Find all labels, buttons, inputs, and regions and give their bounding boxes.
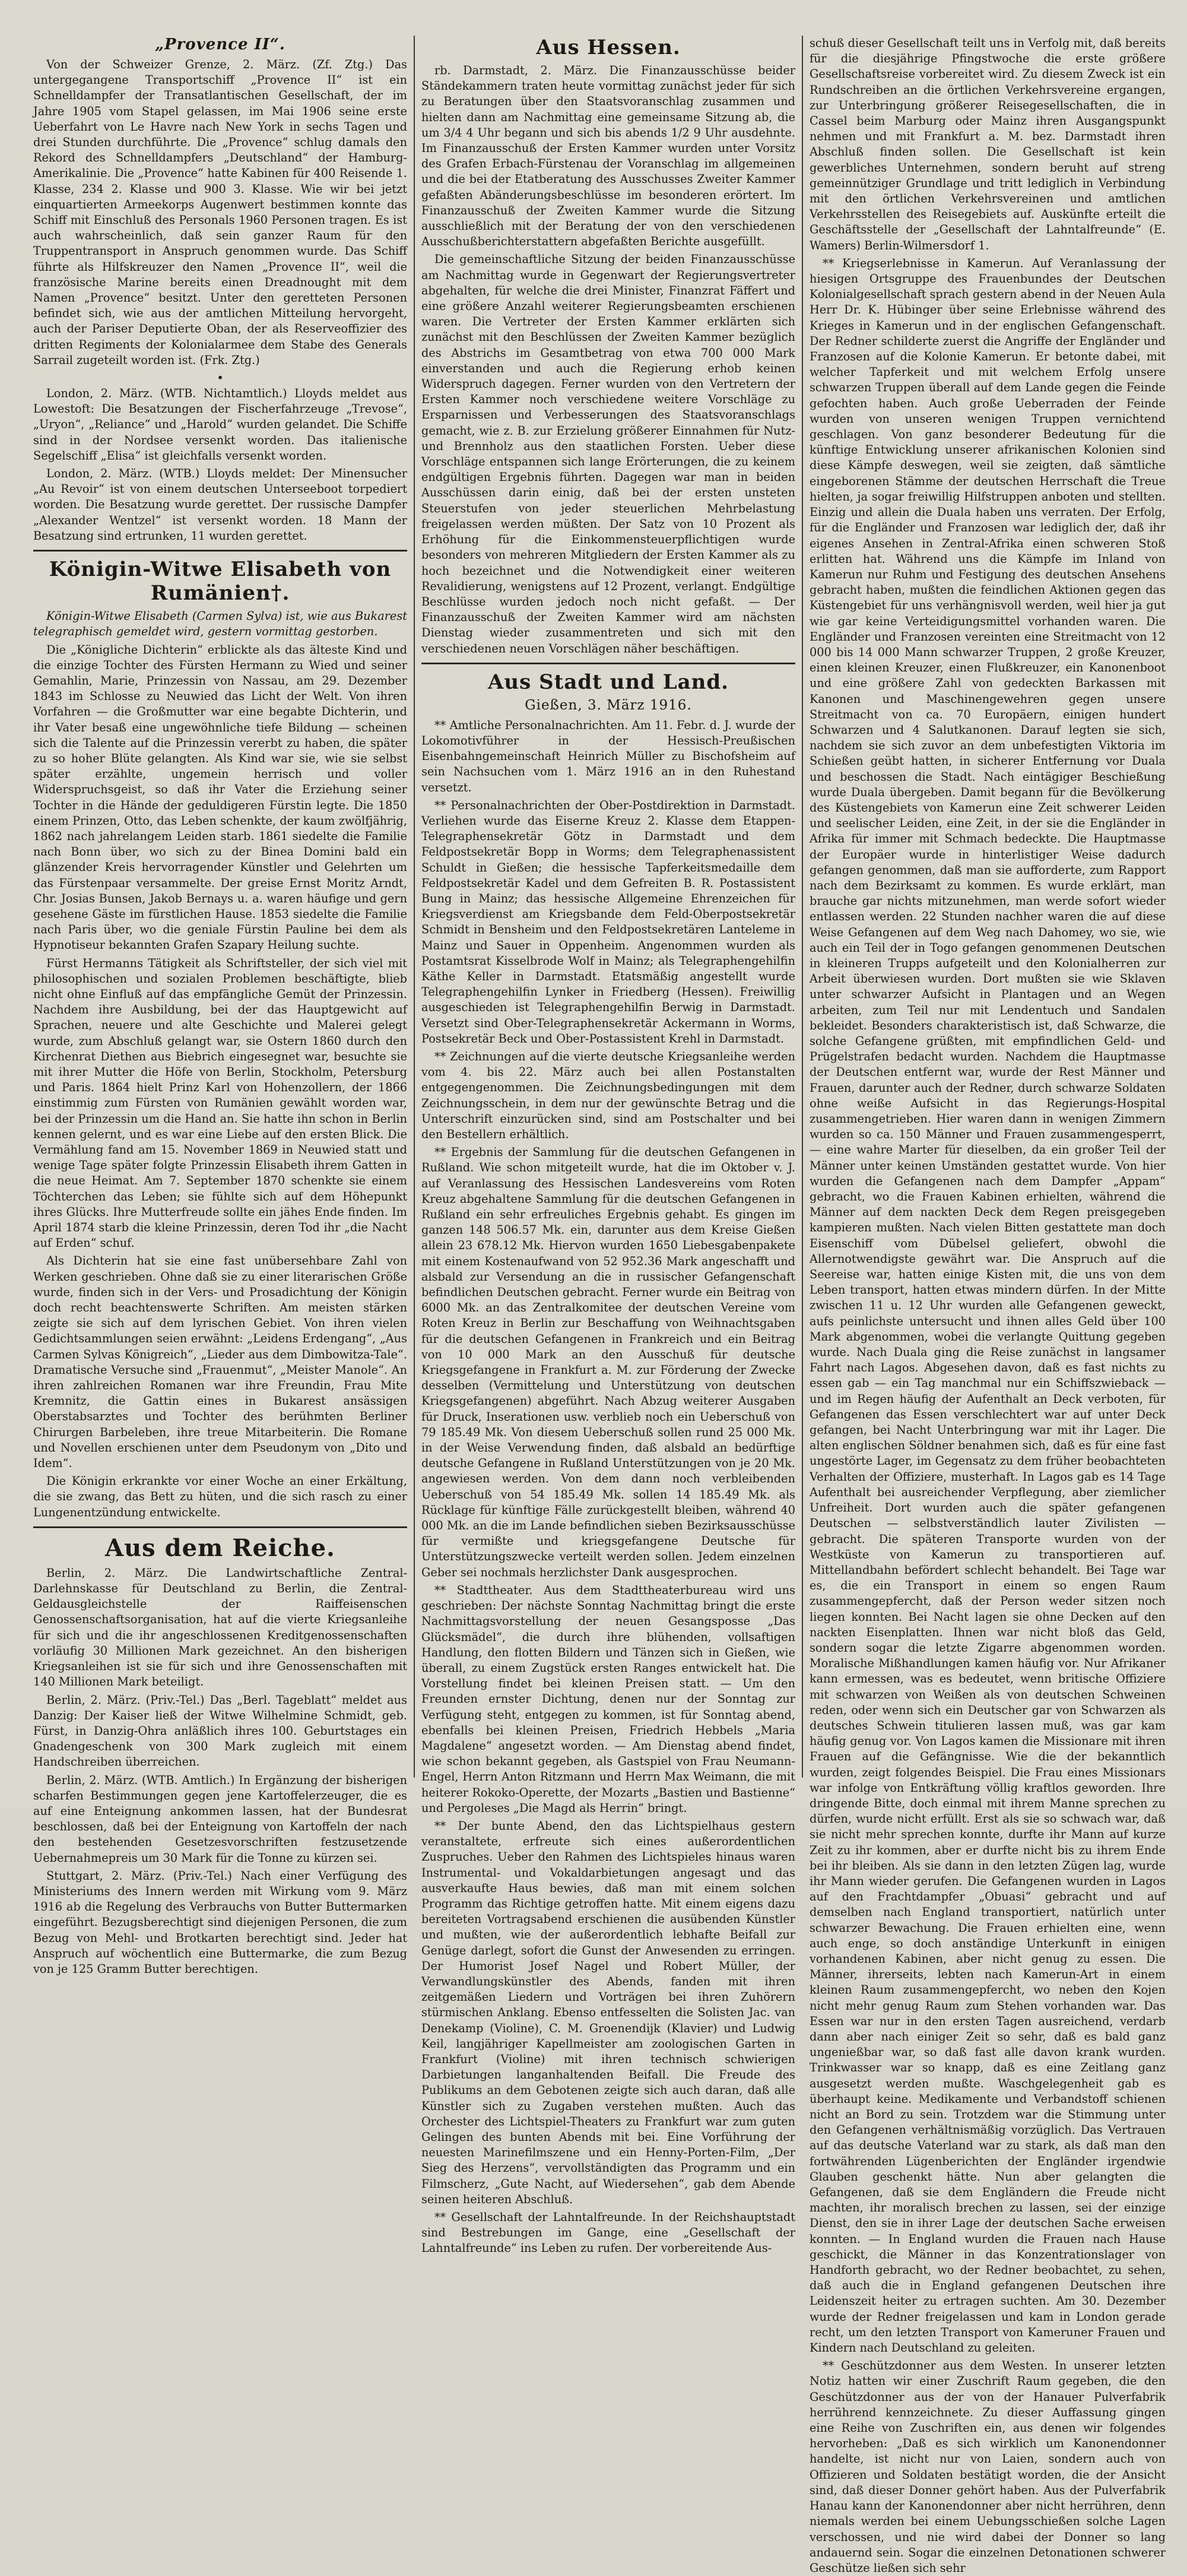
heading-hessen: Aus Hessen. [536, 36, 681, 59]
dateline: Gießen, 3. März 1916. [525, 697, 692, 713]
article-provence: Von der Schweizer Grenze, 2. März. (Zf. Ztg.) Das untergegangene Transportschiff „Provence II“ ist ein Schnelldampfer der Transatlantischen Gesellschaft, der im Jahre 1905 vom Stapel gelassen, im Mai 1906 seine erste Ueberfahrt von Le Havre nach New York in sechs Tagen und drei Stunden durchführte. Die „Provence“ schlug damals den Rekord des Schnelldampfers „Deutschland“ der Hamburg-Amerikalinie. Die „Provence“ hatte Kabinen für 400 Reisende 1. Klasse, 234 2. Klasse und 900 3. Klasse. Wie wir bei jetzt einquartierten Armeekorps Augenwert bestimmen konnte das Schiff mit Einschluß des Personals 1960 Personen tragen. Es ist auch wahrscheinlich, daß sein ganzer Raum für den Truppentransport in Anspruch genommen wurde. Das Schiff führte als Hilfskreuzer den Namen „Provence II“, weil die französische Marine bereits einen Dreadnought mit dem Namen „Provence“ besitzt. Unter den geretteten Personen befindet sich, wie aus der amtlichen Mitteilung hervorgeht, auch der Pariser Deputierte Oban, der als Reserveoffizier des dritten Regiments der Kolonialarmee dem Stabe des Generals Sarrail zugeteilt worden ist. (Frk. Ztg.) [33, 58, 407, 367]
article-london-1: London, 2. März. (WTB. Nichtamtlich.) Lloyds meldet aus Lowestoft: Die Besatzungen der Fischerfahrzeuge „Trevose“, „Uryon“, „Reliance“ und „Harold“ wurden gelandet. Die Schiffe sind in der Nordsee versenkt worden. Das italienische Segelschiff „Elisa“ ist gleichfalls versenkt worden. [33, 386, 407, 462]
stadt-paragraph: ** Amtliche Personalnachrichten. Am 11. Febr. d. J. wurde der Lokomotivführer in der Hessisch-Preußischen Eisenbahngemeinschaft Heinrich Müller zu Bischofsheim auf sein Nachsuchen vom 1. März 1916 an in den Ruhestand versetzt. [421, 718, 795, 794]
divider [33, 1526, 407, 1528]
heading-provence: „Provence II“. [155, 36, 285, 53]
heading-stadt: Aus Stadt und Land. [488, 670, 729, 694]
stadt-paragraph: ** Personalnachrichten der Ober-Postdirektion in Darmstadt. Verliehen wurde das Eiserne Kreuz 2. Klasse dem Etappen-Telegraphensekretär Götz in Darmstadt und dem Feldpostsekretär Bopp in Worms; dem Telegraphenassistent Schuldt in Gießen; die hessische Tapferkeitsmedaille dem Feldpostsekretär Kadel und dem Gefreiten B. R. Postassistent Bung in Mainz; das hessische Allgemeine Ehrenzeichen für Kriegsverdienst am Kriegsbande dem Feld-Oberpostsekretär Schmidt in Bensheim und den Feldpostsekretären Lanteleme in Mainz und Sauer in Oppenheim. Angenommen wurden als Postamtsrat Kisselbrode Wolf in Mainz; als Telegraphengehilfin Käthe Keller in Darmstadt. Etatsmäßig angestellt wurde Telegraphengehilfin Lynker in Friedberg (Hessen). Freiwillig ausgeschieden ist Telegraphengehilfin Berwig in Darmstadt. Versetzt sind Ober-Telegraphensekretär Ackermann in Worms, Postsekretär Beck und Ober-Postassistent Krehl in Darmstadt. [421, 798, 795, 1045]
queen-paragraph: Die Königin erkrankte vor einer Woche an einer Erkältung, die sie zwang, das Bett zu hüten, und die sich rasch zu einer Lungenentzündung entwickelte. [33, 1474, 407, 1519]
hessen-paragraph: Die gemeinschaftliche Sitzung der beiden Finanzausschüsse am Nachmittag wurde in Gegenwart der Regierungsvertreter abgehalten, für welche die drei Minister, Finanzrat Fäffert und eine größere Anzahl weiterer Regierungsbeamten erschienen waren. Die Vertreter der Ersten Kammer erklärten sich zunächst mit den Beschlüssen der Zweiten Kammer bezüglich des Abstrichs im Gesamtbetrag von etwa 700 000 Mark einverstanden und auch die Regierung erhob keinen Widerspruch dagegen. Ferner wurden von den Vertretern der Ersten Kammer noch verschiedene weitere Vorschläge zu Ersparnissen und Verbesserungen des Staatsvoranschlags gemacht, wie z. B. zur Erzielung größerer Einnahmen für Nutz- und Brennholz aus den staatlichen Forsten. Ueber diese Vorschläge entspannen sich lange Erörterungen, die zu keinem endgültigen Ergebnis führten. Dagegen war man in beiden Ausschüssen darin einig, daß bei der ersten unsteten Steuerstufen von jeder steuerlichen Mehrbelastung freigelassen werden müßten. Der Satz von 10 Prozent als Erhöhung für die Einkommensteuerpflichtigen wurde besonders von mehreren Mitgliedern der Ersten Kammer als zu hoch bezeichnet und die Notwendigkeit einer weiteren Revalidierung, wenigstens auf 12 Prozent, verlangt. Endgültige Beschlüsse wurden jedoch noch nicht gefaßt. — Der Finanzausschuß der Zweiten Kammer wird am nächsten Dienstag wieder zusammentreten und sich mit den verschiedenen neuen Vorschlägen näher beschäftigen. [421, 252, 795, 655]
hessen-paragraph: rb. Darmstadt, 2. März. Die Finanzausschüsse beider Ständekammern traten heute vormittag zunächst jeder für sich zu Beratungen über den Staatsvoranschlag zusammen und hielten dann am Nachmittag eine gemeinsame Sitzung ab, die um 3/4 4 Uhr begann und sich bis abends 1/2 9 Uhr ausdehnte. Im Finanzausschuß der Ersten Kammer wurden unter Vorsitz des Grafen Erbach-Fürstenau der Voranschlag im allgemeinen und die bei der Etatberatung des Ausschusses Zweiter Kammer gefaßten Abänderungsbeschlüsse im besonderen erörtert. Im Finanzausschuß der Zweiten Kammer wurde die Sitzung ausschließlich mit der Beratung der von den verschiedenen Ausschußberichterstattern abgefaßten Berichte ausgefüllt. [421, 64, 795, 249]
heading-queen: Königin-Witwe Elisabeth von Rumänien†. [49, 557, 392, 606]
column-rule [414, 36, 415, 1777]
separator-dot: • [217, 370, 224, 385]
column-middle [421, 36, 795, 2255]
reich-paragraph: Berlin, 2. März. Die Landwirtschaftliche Zentral-Darlehnskasse für Deutschland zu Berlin, die Zentral-Geldausgleichstelle der Raiffeisenschen Genossenschaftsorganisation, hat auf die vierte Kriegsanleihe für sich und die ihr angeschlossenen Kreditgenossenschaften vorläufig 30 Millionen Mark gezeichnet. An den bisherigen Kriegsanleihen ist sie für sich und ihre Genossenschaften mit 140 Millionen Mark beteiligt. [33, 1566, 407, 1689]
lahntal-continuation: schuß dieser Gesellschaft teilt uns in Verfolg mit, daß bereits für die diesjährige Pfingstwoche die erste größere Gesellschaftsreise vorbereitet wird. Zu diesem Zweck ist ein Rundschreiben an die örtlichen Verkehrsvereine ergangen, zur Unterbringung größerer Reisegesellschaften, die in Cassel beim Marburg oder Mainz ihren Ausgangspunkt nehmen und mit Frankfurt a. M. bez. Darmstadt ihren Abschluß finden sollen. Die Gesellschaft ist kein gewerbliches Unternehmen, sondern beruht auf streng gemeinnütziger Grundlage und tritt lediglich in Verbindung mit den örtlichen Verkehrsvereinen und amtlichen Verkehrsstellen des Reisegebiets auf. Auskünfte erteilt die Geschäftsstelle der „Gesellschaft der Lahntalfreunde“ (E. Wamers) Berlin-Wilmersdorf 1. [810, 36, 1166, 252]
stadt-paragraph: ** Ergebnis der Sammlung für die deutschen Gefangenen in Rußland. Wie schon mitgeteilt wurde, hat die im Oktober v. J. auf Veranlassung des Hessischen Landesvereins vom Roten Kreuz abgehaltene Sammlung für die deutschen Gefangenen in Rußland ein sehr erfreuliches Ergebnis gehabt. Es gingen im ganzen 148 506.57 Mk. ein, darunter aus dem Kreise Gießen allein 23 678.12 Mk. Hiervon wurden 1650 Liebesgabenpakete mit einem Kostenaufwand von 52 952.36 Mark angeschafft und alsbald zur Versendung an die in russischer Gefangenschaft befindlichen Deutschen gebracht. Ferner wurde ein Beitrag von 6000 Mk. an das Zentralkomitee der deutschen Vereine vom Roten Kreuz in Berlin zur Beschaffung von Weihnachtsgaben für die deutschen Gefangenen in Frankreich und ein Beitrag von 10 000 Mark an den Ausschuß für deutsche Kriegsgefangene in Frankfurt a. M. zur Förderung der Zwecke desselben (Vermittelung und Unterstützung von deutschen Kriegsgefangenen) abgeführt. Nach Abzug weiterer Ausgaben für Druck, Inserationen usw. verblieb noch ein Ueberschuß von 79 185.49 Mk. Von diesem Ueberschuß sollen rund 25 000 Mk. in der Weise Verwendung finden, daß alsbald an bedürftige deutsche Gefangene in Rußland Unterstützungen von je 20 Mk. angewiesen werden. Von dem dann noch verbleibenden Ueberschuß von 54 185.49 Mk. sollen 14 185.49 Mk. als Rücklage für künftige Fälle zurückgestellt bleiben, während 40 000 Mk. an die im Lande befindlichen sieben Bezirksausschüsse für vermißte und kriegsgefangene Deutsche für Unterstützungszwecke verteilt werden sollen. Jedem einzelnen Geber sei nochmals herzlichster Dank ausgesprochen. [421, 1145, 795, 1579]
geschuetz-article: ** Geschützdonner aus dem Westen. In unserer letzten Notiz hatten wir einer Zuschrift Raum gegeben, die den Geschützdonner aus der von der Hanauer Pulverfabrik herrührend kennzeichnete. Zu dieser Auffassung gingen eine Reihe von Zuschriften ein, aus denen wir folgendes hervorheben: „Daß es sich wirklich um Kanonendonner handelte, ist nicht nur von Laien, sondern auch von Offizieren und Soldaten bestätigt worden, die der Ansicht sind, daß dieser Donner gehört haben. Aus der Pulverfabrik Hanau kann der Kanonendonner aber nicht herrühren, denn niemals werden bei einem Uebungsschießen solche Lagen verschossen, und nie wird dabei der Donner so lang andauernd sein. Sogar die einzelnen Detonationen schwerer Geschütze ließen sich sehr [810, 2359, 1166, 2575]
queen-paragraph: Die „Königliche Dichterin“ erblickte als das älteste Kind und die einzige Tochter des Fürsten Hermann zu Wied und seiner Gemahlin, Marie, Prinzessin von Nassau, am 29. Dezember 1843 im Schlosse zu Neuwied das Licht der Welt. Von ihren Vorfahren — die Großmutter war eine begabte Dichterin, und ihr Vater besaß eine ungewöhnliche tiefe Bildung — scheinen sich die Talente auf die Prinzessin vererbt zu haben, die später zu so hoher Blüte gelangten. Als Kind war sie, wie sie selbst später erzählte, ungemein herrisch und voller Widerspruchsgeist, so daß ihr Vater die Erziehung seiner Tochter in die Hände der geduldigeren Fürstin legte. Die 1850 einem Prinzen, Otto, das Leben schenkte, der kaum zwölfjährig, 1862 nach jahrelangem Leiden starb. 1861 siedelte die Familie nach Bonn über, wo sich zu der Binea Domini bald ein glänzender Kreis hervorragender Künstler und Gelehrten um das Fürstenpaar versammelte. Der greise Ernst Moritz Arndt, Chr. Josias Bunsen, Jakob Bernays u. a. waren häufige und gern gesehene Gäste im fürstlichen Hause. 1853 siedelte die Familie nach Paris über, wo die geniale Fürstin Pauline bei dem als Hypnotiseur bekannten Grafen Szapary Heilung suchte. [33, 642, 407, 952]
column-right [810, 36, 1166, 2575]
stadt-paragraph: ** Stadttheater. Aus dem Stadttheaterbureau wird uns geschrieben: Der nächste Sonntag Nachmittag bringt die erste Nachmittagsvorstellung der neuen Gesangsposse „Das Glücksmädel“, die durch ihre blühenden, vollsaftigen Handlung, den flotten Bildern und Tänzen sich in Gießen, wie überall, zu einem Zugstück ersten Ranges entwickelt hat. Die Vorstellung findet bei kleinen Preisen statt. — Um den Freunden ernster Dichtung, denen nur der Sonntag zur Verfügung steht, entgegen zu kommen, ist für Sonntag abend, ebenfalls bei kleinen Preisen, Friedrich Hebbels „Maria Magdalene“ angesetzt worden. — Am Dienstag abend findet, wie schon bekannt gegeben, als Gastspiel von Frau Neumann-Engel, Herrn Anton Ritzmann und Herrn Max Weimann, die mit heiterer Rokoko-Operette, der Mozarts „Bastien und Bastienne“ und Pergoleses „Die Magd als Herrin“ bringt. [421, 1583, 795, 1815]
divider [33, 550, 407, 552]
column-rule [802, 36, 803, 1777]
article-london-2: London, 2. März. (WTB.) Lloyds meldet: Der Minensucher „Au Revoir“ ist von einem deutschen Unterseeboot torpediert worden. Die Besatzung wurde gerettet. Der russische Dampfer „Alexander Wentzel“ ist versenkt worden. 18 Mann der Besatzung sind ertrunken, 11 wurden gerettet. [33, 467, 407, 543]
queen-lead: Königin-Witwe Elisabeth (Carmen Sylva) ist, wie aus Bukarest telegraphisch gemeldet wird, gestern vormittag gestorben. [33, 609, 407, 639]
stadt-paragraph: ** Gesellschaft der Lahntalfreunde. In der Reichshauptstadt sind Bestrebungen im Gange, eine „Gesellschaft der Lahntalfreunde“ ins Leben zu rufen. Der vorbereitende Aus- [421, 2210, 795, 2255]
reich-paragraph: Berlin, 2. März. (WTB. Amtlich.) In Ergänzung der bisherigen scharfen Bestimmungen gegen jene Kartoffelerzeuger, die es auf eine Enteignung ankommen lassen, hat der Bundesrat beschlossen, daß bei der Enteignung von Kartoffeln der nach den bestehenden Gesetzesvorschriften festzusetzende Uebernahmepreis um 30 Mark für die Tonne zu kürzen sei. [33, 1773, 407, 1865]
reich-paragraph: Berlin, 2. März. (Priv.-Tel.) Das „Berl. Tageblatt“ meldet aus Danzig: Der Kaiser ließ der Witwe Wilhelmine Schmidt, geb. Fürst, in Danzig-Ohra anläßlich ihres 100. Geburtstages ein Gnadengeschenk von 300 Mark zugleich mit einem Handschreiben überreichen. [33, 1693, 407, 1769]
stadt-paragraph: ** Zeichnungen auf die vierte deutsche Kriegsanleihe werden vom 4. bis 22. März auch bei allen Postanstalten entgegengenommen. Die Zeichnungsbedingungen mit dem Zeichnungsschein, in dem nur der gewünschte Betrag und die Unterschrift einzurücken sind, sind am Postschalter und bei den Bestellern erhältlich. [421, 1049, 795, 1141]
reich-paragraph: Stuttgart, 2. März. (Priv.-Tel.) Nach einer Verfügung des Ministeriums des Innern werden mit Wirkung vom 9. März 1916 ab die Regelung des Verbrauchs von Butter Buttermarken eingeführt. Bezugsberechtigt sind diejenigen Personen, die zum Bezug von Mehl- und Brotkarten berechtigt sind. Jeder hat Anspruch auf wöchentlich eine Buttermarke, die zum Bezug von je 125 Gramm Butter berechtigen. [33, 1868, 407, 1976]
queen-paragraph: Fürst Hermanns Tätigkeit als Schriftsteller, der sich viel mit philosophischen und sozialen Problemen beschäftigte, blieb nicht ohne Einfluß auf das empfängliche Gemüt der Prinzessin. Nachdem ihre Ausbildung, bei der das Hauptgewicht auf Sprachen, neuere und alte Geschichte und Malerei gelegt wurde, zum Abschluß gelangt war, sie Ostern 1860 durch den Kirchenrat Diethen aus Biebrich eingesegnet war, besuchte sie mit ihrer Mutter die Höfe von Berlin, Stockholm, Petersburg und Paris. 1864 hielt Prinz Karl von Hohenzollern, der 1866 einstimmig zum Fürsten von Rumänien gewählt worden war, bei der Prinzessin um die Hand an. Sie hatte ihn schon in Berlin kennen gelernt, und es war eine Liebe auf den ersten Blick. Die Vermählung fand am 15. November 1869 in Neuwied statt und wenige Tage später folgte Prinzessin Elisabeth ihrem Gatten in die neue Heimat. Am 7. September 1870 schenkte sie einem Töchterchen das Leben; sie fühlte sich auf dem Höhepunkt ihres Glücks. Ihre Mutterfreude sollte ein jähes Ende finden. Im April 1874 starb die kleine Prinzessin, deren Tod ihr „die Nacht auf Erden“ schuf. [33, 956, 407, 1250]
column-left [33, 36, 407, 1976]
divider [421, 663, 795, 664]
stadt-paragraph: ** Der bunte Abend, den das Lichtspielhaus gestern veranstaltete, erfreute sich eines außerordentlichen Zuspruches. Ueber den Rahmen des Lichtspieles hinaus waren Instrumental- und Vokaldarbietungen angesagt und das ausverkaufte Haus bewies, daß man mit einem solchen Programm das Richtige getroffen hatte. Mit einem eigens dazu bereiteten Vortragsabend erschienen die ausübenden Künstler und mußten, wie der außerordentlich lebhafte Beifall zur Genüge darlegt, sofort die Gunst der Anwesenden zu erringen. Der Humorist Josef Nagel und Robert Müller, der Verwandlungskünstler des Abends, fanden mit ihren zeitgemäßen Liedern und Vorträgen bei ihren Zuhörern stürmischen Anklang. Ebenso entfesselten die Solisten Jac. van Denekamp (Violine), C. M. Groenendijk (Klavier) und Ludwig Keil, langjähriger Kapellmeister am zoologischen Garten in Frankfurt (Violine) mit ihren technisch schwierigen Darbietungen langanhaltenden Beifall. Die Freude des Publikums an dem Gebotenen zeigte sich auch daran, daß alle Künstler sich zu Zugaben verstehen mußten. Auch das Orchester des Lichtspiel-Theaters zu Frankfurt war zum guten Gelingen des bunten Abends mit bei. Eine Vorführung der neuesten Marinefilmszene und ein Henny-Porten-Film, „Der Sieg des Herzens“, vervollständigten das Programm und ein Filmscherz, „Gute Nacht, auf Wiedersehen“, gab dem Abende seinen heiteren Abschluß. [421, 1818, 795, 2206]
heading-reich: Aus dem Reiche. [105, 1533, 335, 1562]
queen-paragraph: Als Dichterin hat sie eine fast unübersehbare Zahl von Werken geschrieben. Ohne daß sie zu einer literarischen Größe wurde, finden sich in der Vers- und Prosadichtung der Königin doch recht beachtenswerte Schriften. Am meisten stärken zeigte sie sich auf dem lyrischen Gebiet. Von ihren vielen Gedichtsammlungen seien erwähnt: „Leidens Erdengang“, „Aus Carmen Sylvas Königreich“, „Lieder aus dem Dimbowitza-Tale“. Dramatische Versuche sind „Frauenmut“, „Meister Manole“. An ihren zahlreichen Romanen war ihre Freundin, Frau Mite Kremnitz, die Gattin eines in Bukarest ansässigen Oberstabsarztes und Tochter des berühmten Berliner Chirurgen Barbeleben, ihre treue Mitarbeiterin. Die Romane und Novellen erschienen unter dem Pseudonym von „Dito und Idem“. [33, 1254, 407, 1471]
kamerun-article: ** Kriegserlebnisse in Kamerun. Auf Veranlassung der hiesigen Ortsgruppe des Frauenbundes der Deutschen Kolonialgesellschaft sprach gestern abend in der Neuen Aula Herr Dr. K. Hübinger über seine Erlebnisse während des Krieges in Kamerun und in der englischen Gefangenschaft. Der Redner schilderte zuerst die Angriffe der Engländer und Franzosen auf die Kolonie Kamerun. Er betonte dabei, mit welcher Tapferkeit und mit welchem Erfolg unsere schwarzen Truppen überall auf dem Lande gegen die Feinde gefochten haben. Auch große Ueberraden der Feinde wurden von unseren wenigen Truppen vernichtend geschlagen. Von ganz besonderer Bedeutung für die künftige Entwicklung unserer afrikanischen Kolonien sind diese Kämpfe deswegen, weil sie zeigten, daß sämtliche eingeborenen Stämme der deutschen Herrschaft die Treue hielten, ja sogar freiwillig Hilfstruppen anboten und stellten. Einzig und allein die Duala haben uns verraten. Der Erfolg, für die Engländer und Franzosen war lediglich der, daß ihr eigenes Ansehen in Zentral-Afrika einen schweren Stoß erlitten hat. Während uns die Kämpfe im Inland von Kamerun nur Ruhm und Festigung des deutschen Ansehens gebracht haben, mußten die feindlichen Aktionen gegen das Küstengebiet für uns verhängnisvoll werden, weil hier ja gut wie gar keine Verteidigungsmittel vorhanden waren. Die Engländer und Franzosen vereinten eine Streitmacht von 12 000 bis 14 000 Mann schwarzer Truppen, 2 große Kreuzer, einen kleinen Kreuzer, einen Flußkreuzer, ein Kanonenboot und eine größere Zahl von gedeckten Barkassen mit Kanonen und Maschinengewehren gegen unsere Streitmacht von ca. 70 Europäern, einigen hundert Schwarzen und 4 Salutkanonen. Darauf legten sie sich, nachdem sie sich zuvor an dem unbefestigten Viktoria im Schießen geübt hatten, in sicherer Entfernung vor Duala und beschossen die Stadt. Nach eintägiger Beschießung wurde Duala übergeben. Damit begann für die Bevölkerung des Küstengebiets von Kamerun eine Zeit schwerer Leiden und seelischer Leiden, eine Zeit, in der sie die Engländer in Afrika für immer mit Schmach bedeckte. Die Hauptmasse der Europäer wurde in hinterlistiger Weise dadurch gefangen genommen, daß man sie aufforderte, zum Rapport nach dem Bezirksamt zu kommen. Es wurde erklärt, man brauche gar nichts mitzunehmen, man werde sofort wieder entlassen werden. 22 Stunden nachher waren die auf diese Weise Gefangenen auf dem Weg nach Dahomey, wo sie, wie auch ein Teil der in Togo gefangen genommenen Deutschen in kleineren Trupps aufgeteilt und den Kolonialherren zur Arbeit überwiesen wurden. Dort mußten sie wie Sklaven unter schwarzer Aufsicht in Plantagen und an Wegen arbeiten, zum Teil nur mit Lendentuch und Sandalen bekleidet. Besonders charakteristisch ist, daß Schwarze, die solche Gefangene grüßten, mit empfindlichen Geld- und Prügelstrafen bedacht wurden. Nachdem die Hauptmasse der Deutschen entfernt war, wurde der Rest Männer und Frauen, darunter auch der Redner, durch schwarze Soldaten ohne weiße Aufsicht in das Regierungs-Hospital zusammengetrieben. Hier waren dann in wenigen Zimmern wurden so ca. 150 Männer und Frauen zusammengesperrt, — eine wahre Marter für dieselben, da ein großer Teil der Männer unter keinen Umständen gestattet wurde. Von hier wurden die Gefangenen nach dem Dampfer „Appam“ gebracht, wo die Frauen Kabinen erhielten, während die Männer auf dem nackten Deck dem Regen preisgegeben kampieren mußten. Nach vielen Bitten gestattete man doch Eisenschiff vom Dübelsel geliefert, obwohl die Allernotwendigste gewährt war. Die Anspruch auf die Seereise war, hatten einige Kisten mit, die uns von dem Leben transport, hatten etwas mindern dürfen. In der Mitte zwischen 11 u. 12 Uhr wurden alle Gefangenen geweckt, aufs peinlichste untersucht und ihnen alles Geld über 100 Mark abgenommen, wobei die verlangte Quittung gegeben wurde. Nach Duala ging die Reise zunächst in langsamer Fahrt nach Lagos. Abgesehen davon, daß es fast nichts zu essen gab — ein Tag manchmal nur ein Schiffszwieback — und im Regen häufig der Aufenthalt an Deck verboten, für Gefangenen das Essen verschlechtert war auf unter Deck gefangen, bei Nacht Unterbringung war mit ihr Lager. Die alten englischen Söldner benahmen sich, daß es für eine fast ungestörte Lager, im Gegensatz zu dem früher beobachteten Verhalten der Offiziere, musterhaft. In Lagos gab es 14 Tage Aufenthalt bei ausreichender Verpflegung, aber ziemlicher Unfreiheit. Dort wurden auch die später gefangenen Deutschen — selbstverständlich lauter Zivilisten — gebracht. Die späteren Transporte wurden von der Westküste von Kamerun zu transportieren auf. Mittellandbahn befördert schlecht behandelt. Bei Tage war es, die ein Transport in einem so engen Raum zusammengepfercht, daß der Person weder sitzen noch liegen konnten. Bei Nacht lagen sie ohne Decken auf den nackten Eisenplatten. Ihnen war nicht bloß das Geld, sondern sogar die letzte Zigarre abgenommen worden. Moralische Mißhandlungen kamen häufig vor. Nur Afrikaner kann ermessen, was es bedeutet, wenn britische Offiziere mit schwarzen von Weißen als von deutschen Schweinen reden, oder wenn sich ein Deutscher gar von Schwarzen als deutsches Schwein titulieren lassen muß, was gar kam häufig genug vor. Von Lagos kamen die Missionare mit ihren Frauen auf die Gefängnisse. Wie die der bekanntlich wurden, zeigt folgendes Beispiel. Die Frau eines Missionars war infolge von Entkräftung völlig kraftlos geworden. Ihre dringende Bitte, doch einmal mit ihrem Manne sprechen zu dürfen, wurde nicht erfüllt. Erst als sie so schwach war, daß sie nicht mehr sprechen konnte, durfte ihr Mann auf kurze Zeit zu ihr kommen, aber er durfte nicht bis zu ihrem Ende bei ihr bleiben. Als sie dann in den letzten Zügen lag, wurde ihr Mann wieder gerufen. Die Gefangenen wurden in Lagos auf den Frachtdampfer „Obuasi“ gebracht und auf demselben nach England transportiert, natürlich unter schwarzer Bewachung. Die Frauen erhielten eine, wenn auch enge, so doch anständige Unterkunft in einigen vorhandenen Kabinen, aber nicht genug zu essen. Die Männer, ihrerseits, lebten nach Kamerun-Art in einem kleinen Raum zusammengepfercht, wo neben den Kojen nicht mehr genug Raum zum Stehen vorhanden war. Das Essen war nur in den ersten Tagen ausreichend, verdarb dann aber nach einiger Zeit so sehr, daß es bald ganz ungenießbar war, so daß fast alle davon krank wurden. Trinkwasser war so knapp, daß es eine Zeitlang ganz ausgesetzt werden mußte. Waschgelegenheit gab es überhaupt keine. Medikamente und Verbandstoff schienen nicht an Bord zu sein. Trotzdem war die Stimmung unter den Gefangenen verhältnismäßig vorzüglich. Das Vertrauen auf das deutsche Vaterland war zu stark, als daß man den fortwährenden Lügenberichten der Engländer irgendwie Glauben geschenkt hätte. Nun aber gelangten die Gefangenen, daß sie dem Engländern die Freude nicht machten, ihr moralisch brechen zu lassen, sei der einzige Dienst, den sie in ihrer Lage der deutschen Sache erweisen konnten. — In England wurden die Frauen nach Hause geschickt, die Männer in das Konzentrationslager von Handforth gebracht, wo der Redner beobachtet, zu sehen, daß auch die in England gefangenen Deutschen ihre Leidenszeit heiter zu ertragen suchten. Am 30. Dezember wurde der Redner freigelassen und kam in London gerade recht, um den letzten Transport von Kameruner Frauen und Kindern nach Deutschland zu geleiten. [810, 256, 1166, 2355]
